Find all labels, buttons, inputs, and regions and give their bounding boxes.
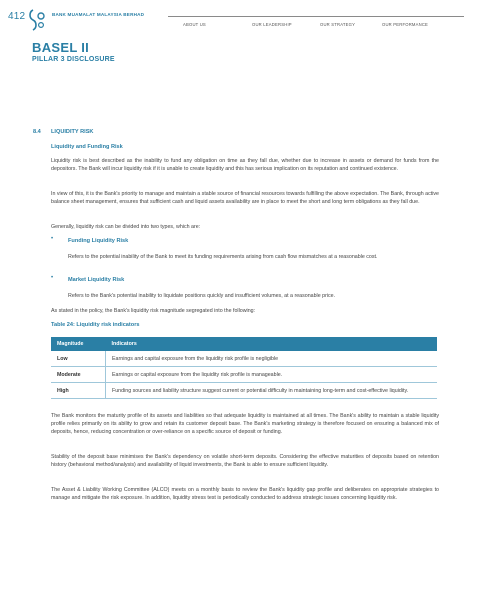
bullet-icon: • (51, 275, 54, 281)
nav-our-performance[interactable]: OUR PERFORMANCE (382, 22, 429, 27)
column-header-magnitude: Magnitude (51, 337, 106, 351)
table-header-row (51, 337, 437, 351)
bullet-text: Refers to the Bank's potential inability to liquidate positions quickly and insufficient volumes, at a reasonable price. (68, 293, 336, 299)
indicator-cell: Funding sources and liability structure suggest current or potential difficulty in maintaining long-term and cost-effective liquidity. (106, 383, 438, 399)
indicator-cell: Earnings and capital exposure from the liquidity risk profile is negligible (106, 351, 438, 367)
paragraph: Generally, liquidity risk can be divided into two types, which are: (51, 224, 201, 230)
indicator-cell: Earnings or capital exposure from the liquidity risk profile is manageable. (106, 367, 438, 383)
table-title: Table 24: Liquidity risk indicators (51, 322, 140, 328)
magnitude-cell: High (51, 383, 106, 399)
bullet-title: Funding Liquidity Risk (68, 238, 129, 244)
paragraph: The Asset & Liability Working Committee (ALCO) meets on a monthly basis to review the Bank's liquidity gap profile and deliberates on appropriate strategies to manage and mitigate the risk exposure. In addition, liquidity stress test is periodically conducted to address strategic issues concerning liquidity risk. (51, 487, 439, 502)
table-row (51, 383, 437, 399)
bullet-title: Market Liquidity Risk (68, 277, 125, 283)
bullet-text: Refers to the potential inability of the Bank to meet its funding requirements arising from cash flow mismatches at a reasonable cost. (68, 254, 378, 260)
table-row (51, 367, 437, 383)
page-number: 412 (8, 11, 26, 22)
bank-name: BANK MUAMALAT MALAYSIA BERHAD (52, 12, 145, 17)
subheading: Liquidity and Funding Risk (51, 144, 123, 150)
magnitude-cell: Low (51, 351, 106, 367)
table-row (51, 351, 437, 367)
paragraph: As stated in the policy, the Bank's liquidity risk magnitude segregated into the following: (51, 308, 256, 314)
paragraph: The Bank monitors the maturity profile of its assets and liabilities so that adequate liquidity is maintained at all times. The Bank's ability to maintain a stable liquidity profile relies primarily on its ability to grow and retain its customer deposit base. The Bank's marketing strategy is therefore focused on ensuring a balanced mix of deposits, hence, reducing concentration or over-reliance on a specific source of deposit or funding. (51, 413, 439, 436)
paragraph: Liquidity risk is best described as the inability to fund any obligation on time as they fall due, whether due to increase in assets or demand for funds from the depositors. The Bank will incur liquidity risk if it is unable to create liquidity and this has serious implication on its reputation and continued existence. (51, 158, 439, 173)
section-number: 8.4 (33, 129, 41, 135)
page-header (0, 0, 480, 40)
header-rule (168, 16, 464, 17)
liquidity-risk-table (51, 337, 437, 399)
page-subtitle: PILLAR 3 DISCLOSURE (32, 56, 115, 63)
bank-logo-icon (27, 6, 49, 32)
nav-our-strategy[interactable]: OUR STRATEGY (320, 22, 356, 27)
magnitude-cell: Moderate (51, 367, 106, 383)
nav-our-leadership[interactable]: OUR LEADERSHIP (252, 22, 292, 27)
page-title: BASEL II (32, 40, 90, 55)
nav-about-us[interactable]: ABOUT US (183, 22, 206, 27)
section-title: LIQUIDITY RISK (51, 129, 94, 135)
column-header-indicators: Indicators (106, 337, 438, 351)
bullet-icon: • (51, 236, 54, 242)
paragraph: In view of this, it is the Bank's priority to manage and maintain a stable source of financial resources towards fulfilling the above expectation. The Bank, through active balance sheet management, ensures that sufficient cash and liquid assets availability are in place to meet the short and long term obligations as they fall due. (51, 191, 439, 206)
paragraph: Stability of the deposit base minimises the Bank's dependency on volatile short-term deposits. Considering the effective maturities of deposits based on retention history (behavioral method/analysis) and availability of liquid investments, the Bank is able to ensure sufficient liquidity. (51, 454, 439, 469)
